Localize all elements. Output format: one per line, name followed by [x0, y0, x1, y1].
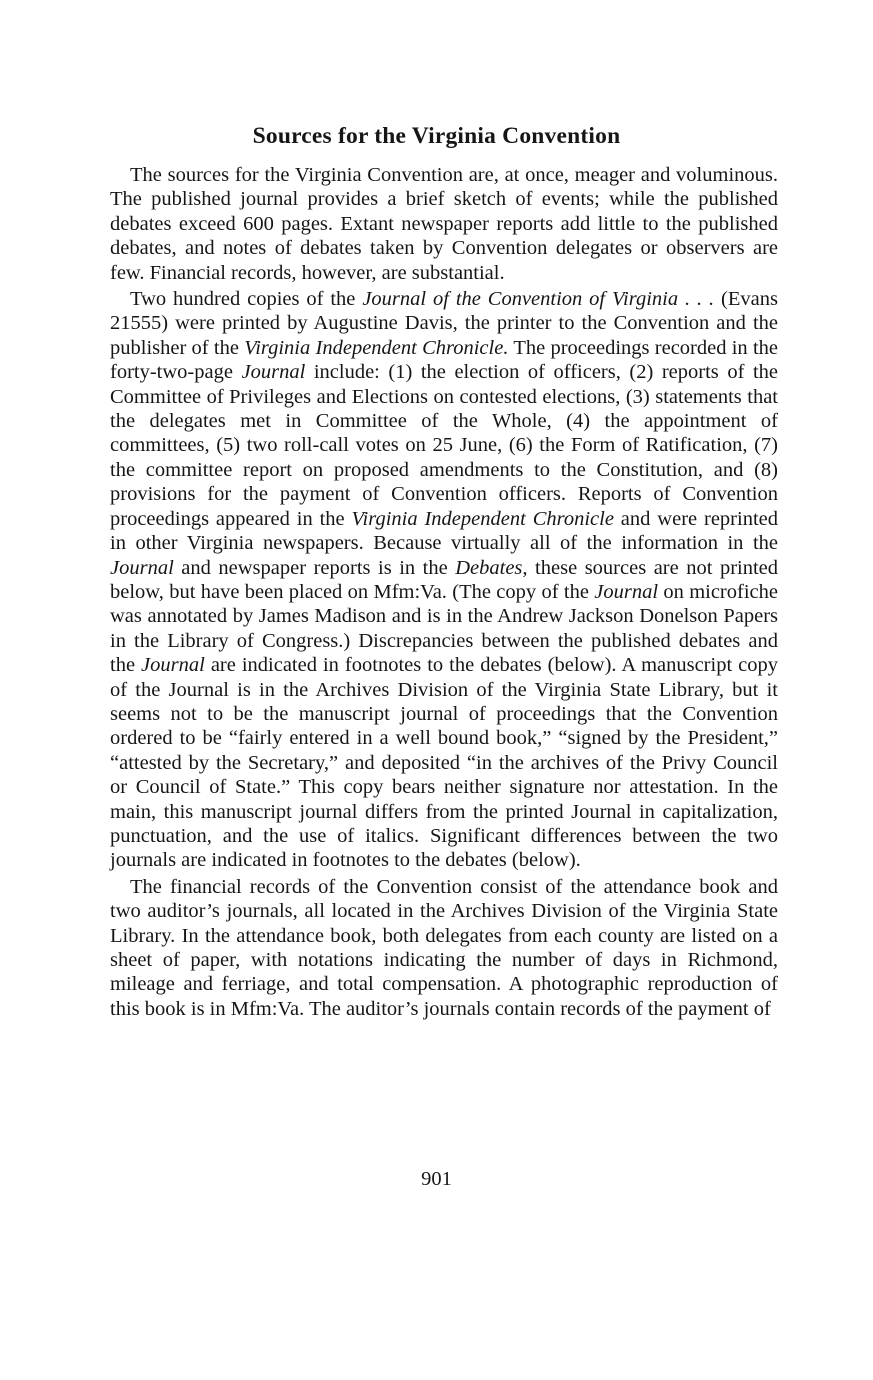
italic-title-run: Virginia Independent Chronicle [351, 507, 614, 530]
text-run: and were reprinted in other Virginia newspapers. Because virtually all of the information in the [110, 507, 778, 555]
italic-title-run: Virginia Independent Chronicle. [244, 336, 509, 359]
text-run: The proceedings recorded in the forty-two-page [110, 336, 778, 384]
text-run: on microfiche was annotated by James Madison and is in the Andrew Jackson Donelson Papers in the Library of Congress.) Discrepancies between the published debates and the [110, 580, 778, 677]
paragraph-journal [110, 287, 778, 873]
italic-title-run: Journal [110, 556, 174, 579]
text-run: these sources are not printed below, but have been placed on Mfm:Va. (The copy of the [110, 556, 779, 603]
italic-title-run: Journal [594, 580, 659, 603]
text-run: include: (1) the election of officers, (2) reports of the Committee of Privileges and Elections on contested elections, (3) statements that the delegates met in Committee of the Whole, (4) the appointment of committees, (5) two roll-call votes on 25 June, (6) the Form of Ratification, (7) the committee report on proposed amendments to the Constitution, and (8) provisions for the payment of Convention officers. Reports of Convention proceedings appeared in the [110, 361, 778, 530]
italic-title-run: Journal of the Convention of Virginia . . . [362, 288, 715, 311]
page-title: Sources for the Virginia Convention [252, 123, 621, 149]
text-run: and newspaper reports is in the [173, 556, 456, 579]
text-run: Two hundred copies of the [130, 288, 363, 311]
text-run: (Evans 21555) were printed by Augustine Davis, the printer to the Convention and the publisher of the [110, 288, 778, 359]
text-run: are indicated in footnotes to the debates (below). A manuscript copy of the Journal is in the Archives Division of the Virginia State Library, but it seems not to be the manuscript journal of proceedings that the Convention ordered to be “fairly entered in a well bound book,” “signed by the President,” “attested by the Secretary,” and deposited “in the archives of the Privy Council or Council of State.” This copy bears neither signature nor attestation. In the main, this manuscript journal differs from the printed Journal in capitalization, punctuation, and the use of italics. Significant differences between the two journals are indicated in footnotes to the debates (below). [110, 654, 778, 872]
text-run: The financial records of the Convention consist of the attendance book and two auditor’s journals, all located in the Archives Division of the Virginia State Library. In the attendance book, both delegates from each county are listed on a sheet of paper, with notations indicating the number of days in Richmond, mileage and ferriage, and total compensation. A photographic reproduction of this book is in Mfm:Va. The auditor’s journals contain records of the payment of [110, 875, 778, 1020]
paragraph-financial-records [110, 875, 778, 1021]
page-number: 901 [421, 1168, 452, 1190]
body-text [110, 163, 778, 1023]
paragraph-sources-overview [110, 163, 778, 285]
text-run: The sources for the Virginia Convention are, at once, meager and voluminous. The published journal provides a brief sketch of events; while the published debates exceed 600 pages. Extant newspaper reports add little to the published debates, and notes of debates taken by Convention delegates or observers are few. Financial records, however, are substantial. [110, 164, 778, 284]
italic-title-run: Journal [241, 361, 306, 384]
italic-title-run: Debates, [455, 556, 528, 579]
italic-title-run: Journal [141, 654, 205, 677]
